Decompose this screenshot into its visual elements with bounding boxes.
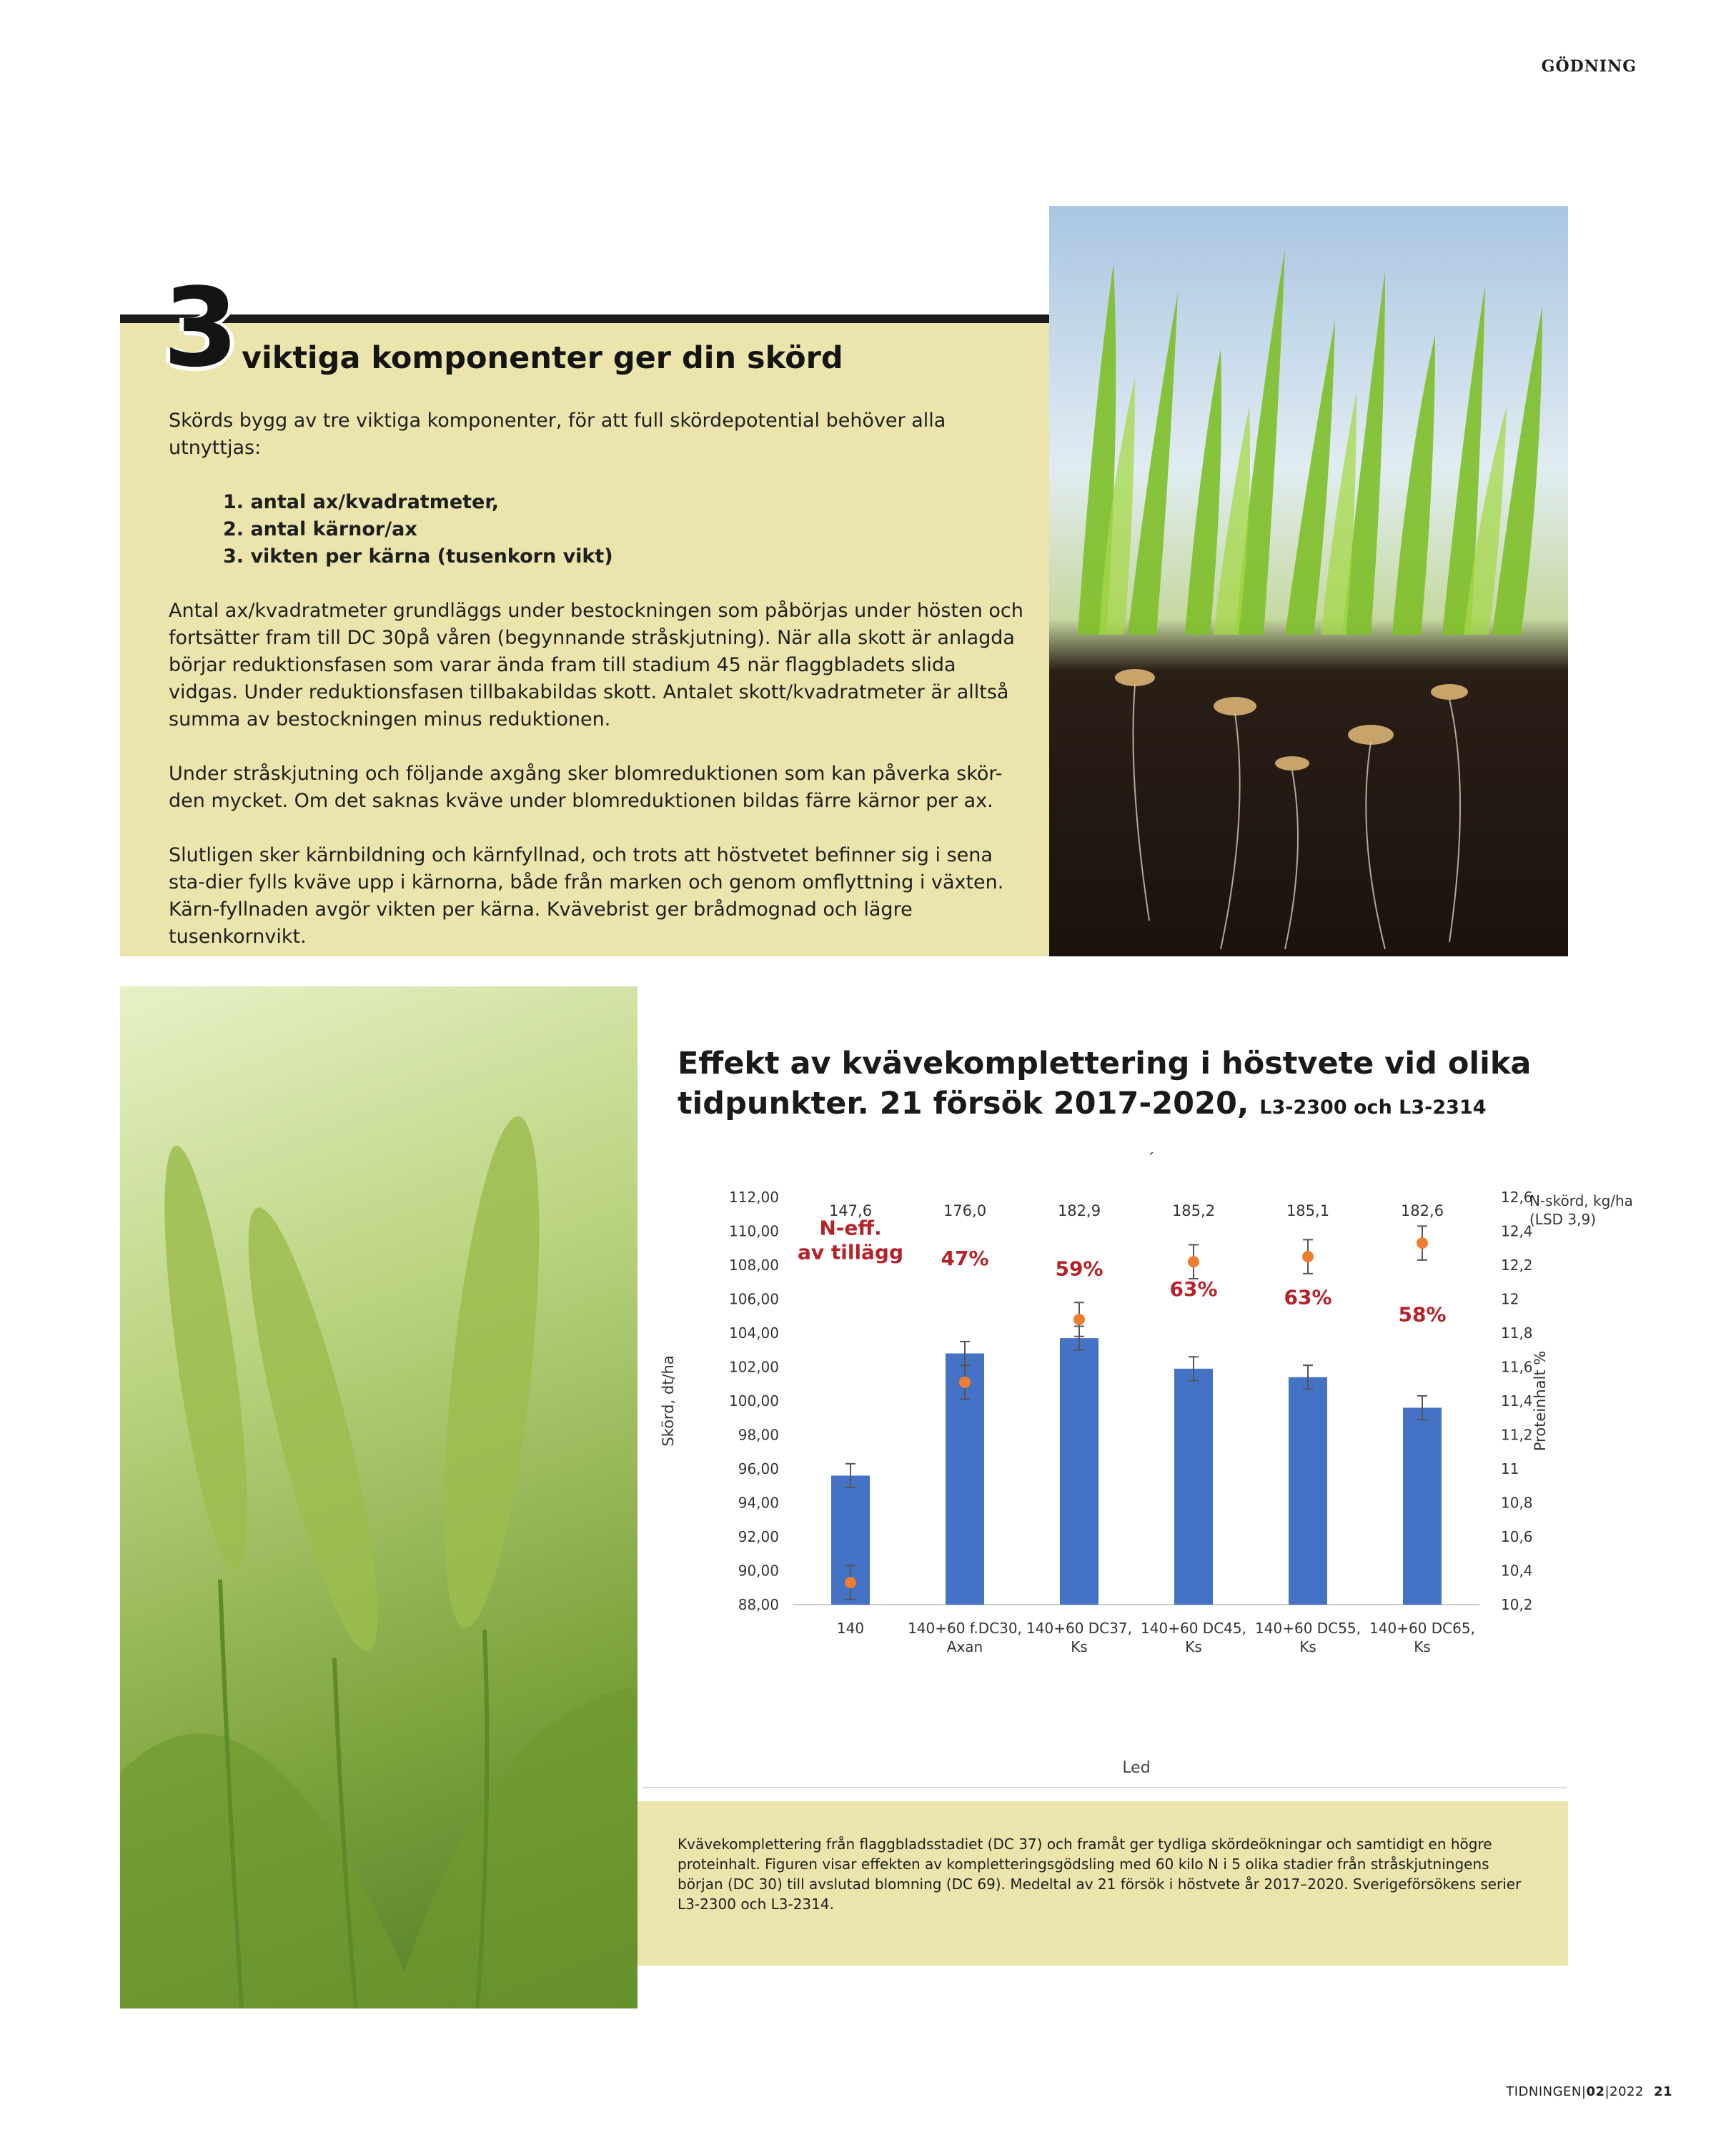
info-box-number: 3 [163, 264, 239, 391]
x-tick-label: 140+60 DC65, [1369, 1620, 1475, 1637]
n-yield-label: 182,6 [1400, 1202, 1444, 1219]
yield-bar [1289, 1377, 1327, 1605]
y2-tick-label: 12,4 [1501, 1222, 1533, 1240]
n-yield-legend: N-skörd, kg/ha [1529, 1192, 1633, 1209]
x-tick-label: Ks [1071, 1638, 1088, 1655]
x-axis-title: Led [1122, 1759, 1151, 1777]
issue-number: 02 [1586, 2084, 1605, 2099]
n-yield-label: 176,0 [943, 1202, 987, 1219]
protein-point [1302, 1251, 1314, 1262]
chart-divider [643, 1787, 1567, 1788]
n-yield-label: 185,2 [1171, 1202, 1216, 1219]
y-tick-label: 96,00 [738, 1460, 779, 1477]
stray-mark: ´ [1146, 1151, 1155, 1169]
issue-year: 2022 [1609, 2084, 1644, 2099]
y2-tick-label: 12,2 [1501, 1257, 1533, 1274]
n-yield-label: 147,6 [828, 1202, 873, 1219]
y-tick-label: 104,00 [729, 1324, 779, 1342]
y-axis-title: Skörd, dt/ha [660, 1355, 677, 1447]
info-paragraph: Under stråskjutning och följande axgång sker blomreduktionen som kan påverka skör-den mycket. Om det saknas kväve under blomreduktionen bildas färre kärnor per ax. [169, 763, 1003, 812]
n-yield-legend: (LSD 3,9) [1529, 1211, 1597, 1228]
y-tick-label: 108,00 [729, 1257, 779, 1274]
y-tick-label: 92,00 [738, 1528, 779, 1545]
y2-tick-label: 10,8 [1501, 1494, 1533, 1512]
n-efficiency-heading: av tillägg [797, 1240, 904, 1264]
y2-tick-label: 11,6 [1501, 1358, 1533, 1376]
n-efficiency-heading: N-eff. [819, 1216, 882, 1240]
protein-point [1188, 1256, 1199, 1267]
component-list [223, 489, 1026, 570]
x-tick-label: 140 [836, 1620, 865, 1637]
page-number: 21 [1653, 2084, 1672, 2099]
protein-point [1417, 1237, 1428, 1249]
info-box-body [169, 407, 1026, 978]
y-tick-label: 98,00 [738, 1426, 779, 1444]
publication-name: TIDNINGEN [1506, 2084, 1582, 2099]
y2-tick-label: 10,4 [1501, 1562, 1533, 1580]
info-paragraph: Antal ax/kvadratmeter grundläggs under bestockningen som påbörjas under hösten och fortsätter fram till DC 30på våren (begynnande stråskjutning). När alla skott är anlagda börjar reduktionsfasen som varar ända fram till stadium 45 när flaggbladets slida vidgas. Under reduktionsfasen tillbakabildas skott. Antalet skott/kvadratmeter är alltså summa av bestockningen minus reduktionen. [169, 600, 1023, 730]
chart-caption: Kvävekomplettering från flaggbladsstadiet (DC 37) och framåt ger tydliga skördeökningar och samtidigt en högre proteinhalt. Figuren visar effekten av kompletteringsgödsling med 60 kilo N i 5 olika stadier från stråskjutningens början (DC 30) till avslutad blomning (DC 69). Medeltal av 21 försök i höstvete år 2017–2020. Sverigeförsökens serier L3-2300 och L3-2314. [678, 1836, 1522, 1913]
chart-title-main: Effekt av kvävekomplettering i höstvete vid olika tidpunkter. 21 försök 2017-2020, [678, 1046, 1532, 1121]
y-tick-label: 106,00 [729, 1290, 779, 1308]
chart-title-series: L3-2300 och L3-2314 [1259, 1096, 1487, 1119]
y-tick-label: 102,00 [729, 1358, 779, 1376]
n-yield-label: 182,9 [1057, 1202, 1101, 1219]
n-efficiency-label: 63% [1284, 1285, 1332, 1309]
list-item: 3. vikten per kärna (tusenkorn vikt) [223, 545, 613, 568]
protein-point [845, 1577, 856, 1588]
info-box-title: viktiga komponenter ger din skörd [242, 340, 843, 376]
y-tick-label: 110,00 [729, 1222, 779, 1240]
info-paragraph: Slutligen sker kärnbildning och kärnfyllnad, och trots att höstvetet befinner sig i sena sta-dier fylls kväve upp i kärnorna, både från marken och genom omflyttning i växten. Kärn-fyllnaden avgör vikten per kärna. Kvävebrist ger brådmognad och lägre tusenkornvikt. [169, 844, 1004, 948]
yield-bar [1060, 1338, 1098, 1605]
list-item: 2. antal kärnor/ax [223, 518, 417, 540]
y-tick-label: 100,00 [729, 1392, 779, 1410]
y-tick-label: 90,00 [738, 1562, 779, 1580]
list-item: 1. antal ax/kvadratmeter, [223, 491, 499, 513]
y2-tick-label: 12,6 [1501, 1189, 1533, 1206]
x-tick-label: 140+60 DC55, [1255, 1620, 1361, 1637]
info-box-top-rule [120, 314, 1049, 323]
y2-tick-label: 11,8 [1501, 1324, 1533, 1342]
y2-tick-label: 11,2 [1501, 1426, 1533, 1444]
section-tag: GÖDNING [1541, 57, 1637, 76]
n-efficiency-label: 47% [941, 1247, 989, 1270]
y2-tick-label: 12 [1501, 1290, 1519, 1308]
page-folio: TIDNINGEN|02|2022 21 [1506, 2084, 1672, 2099]
n-efficiency-label: 58% [1398, 1302, 1447, 1327]
yield-bar [1403, 1408, 1442, 1605]
x-tick-label: 140+60 f.DC30, [908, 1620, 1022, 1637]
n-efficiency-label: 63% [1169, 1277, 1218, 1301]
y-tick-label: 112,00 [729, 1189, 779, 1206]
protein-point [1073, 1314, 1085, 1325]
n-yield-label: 185,1 [1286, 1202, 1330, 1219]
yield-bar [1174, 1369, 1213, 1605]
wheat-ears-photo [120, 986, 638, 2008]
x-tick-label: Axan [946, 1638, 983, 1655]
x-tick-label: Ks [1185, 1638, 1202, 1655]
y2-tick-label: 10,2 [1501, 1596, 1533, 1613]
y2-tick-label: 11 [1501, 1460, 1519, 1477]
seedlings-soil-photo [1049, 206, 1568, 956]
x-tick-label: Ks [1299, 1638, 1316, 1655]
y-tick-label: 94,00 [738, 1494, 779, 1512]
x-tick-label: 140+60 DC45, [1141, 1620, 1246, 1637]
y2-tick-label: 10,6 [1501, 1528, 1533, 1545]
chart-title [678, 1044, 1571, 1128]
x-tick-label: 140+60 DC37, [1026, 1620, 1132, 1637]
x-tick-label: Ks [1414, 1638, 1431, 1655]
n-efficiency-label: 59% [1055, 1257, 1103, 1281]
protein-point [959, 1377, 971, 1388]
y2-tick-label: 11,4 [1501, 1392, 1533, 1410]
info-intro: Skörds bygg av tre viktiga komponenter, för att full skördepotential behöver alla utnyttjas: [169, 410, 946, 459]
y-tick-label: 88,00 [738, 1596, 779, 1613]
yield-protein-chart [658, 1144, 1633, 1787]
y2-axis-title: Proteinhalt % [1532, 1350, 1549, 1452]
